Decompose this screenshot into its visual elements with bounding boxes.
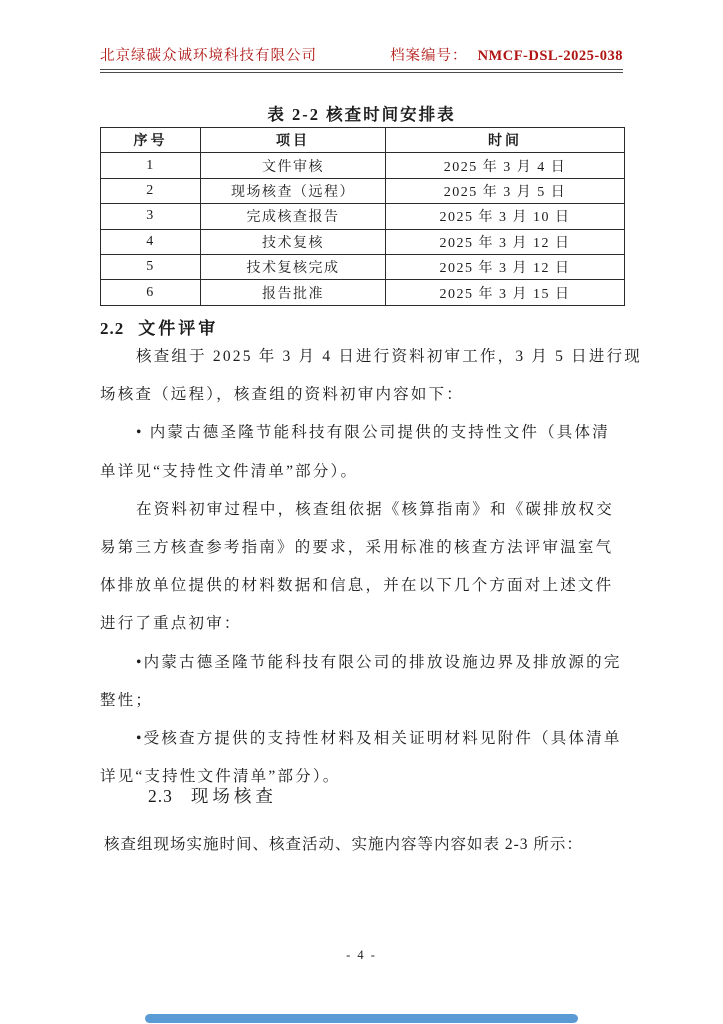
- cell-item: 报告批准: [201, 280, 386, 305]
- cell-index: 6: [101, 280, 201, 305]
- table-row: [101, 204, 625, 229]
- body-line bullet-line: •内蒙古德圣隆节能科技有限公司的排放设施边界及排放源的完: [136, 653, 622, 671]
- cell-item: 现场核查（远程）: [201, 178, 386, 203]
- file-number-group: [390, 44, 623, 65]
- page-header: [100, 44, 623, 65]
- body-line: 核查组于 2025 年 3 月 4 日进行资料初审工作，3 月 5 日进行现: [136, 348, 642, 365]
- verification-schedule-table: [100, 127, 625, 306]
- section-2-2-body: [100, 338, 642, 796]
- cell-item: 文件审核: [201, 153, 386, 178]
- table-header-row: [101, 128, 625, 153]
- header-double-rule: [100, 69, 623, 73]
- col-header-index: 序号: [101, 128, 201, 153]
- section-heading-2-2: [100, 314, 218, 339]
- cell-index: 5: [101, 254, 201, 279]
- body-line: 在资料初审过程中，核查组依据《核算指南》和《碳排放权交: [136, 500, 614, 518]
- page-number: - 4 -: [346, 948, 377, 962]
- company-name: 北京绿碳众诚环境科技有限公司: [100, 48, 317, 64]
- body-line bullet-line: •受核查方提供的支持性材料及相关证明材料见附件（具体清单: [136, 729, 622, 747]
- section-number: 2.2: [100, 319, 125, 338]
- cell-time: 2025 年 3 月 15 日: [386, 280, 625, 305]
- cell-time: 2025 年 3 月 12 日: [386, 254, 625, 279]
- cell-index: 3: [101, 204, 201, 229]
- cell-item: 完成核查报告: [201, 204, 386, 229]
- horizontal-scrollbar-thumb[interactable]: [145, 1014, 578, 1023]
- cell-time: 2025 年 3 月 4 日: [386, 153, 625, 178]
- body-line: 详见“支持性文件清单”部分）。: [100, 768, 341, 786]
- body-line: 整性；: [100, 691, 154, 709]
- cell-index: 1: [101, 153, 201, 178]
- table-row: [101, 229, 625, 254]
- section-heading-2-3: [148, 783, 277, 808]
- col-header-item: 项目: [201, 128, 386, 153]
- file-number-label: 档案编号：: [390, 48, 468, 64]
- cell-time: 2025 年 3 月 5 日: [386, 178, 625, 203]
- section-2-3-intro-line: 核查组现场实施时间、核查活动、实施内容等内容如表 2-3 所示：: [104, 836, 583, 853]
- file-number-value: NMCF-DSL-2025-038: [477, 48, 623, 64]
- cell-index: 4: [101, 229, 201, 254]
- cell-time: 2025 年 3 月 10 日: [386, 204, 625, 229]
- table-title: 表 2-2 核查时间安排表: [267, 105, 456, 124]
- body-line bullet-line: • 内蒙古德圣隆节能科技有限公司提供的支持性文件（具体清: [136, 424, 610, 442]
- body-line: 单详见“支持性文件清单”部分）。: [100, 462, 359, 480]
- table-row: [101, 153, 625, 178]
- table-row: [101, 178, 625, 203]
- table-row: [101, 280, 625, 305]
- body-line: 易第三方核查参考指南》的要求，采用标准的核查方法评审温室气: [100, 538, 614, 556]
- section-title: 文件评审: [138, 319, 219, 338]
- cell-index: 2: [101, 178, 201, 203]
- body-line: 体排放单位提供的材料数据和信息，并在以下几个方面对上述文件: [100, 577, 614, 595]
- section-number: 2.3: [148, 786, 173, 806]
- cell-item: 技术复核完成: [201, 254, 386, 279]
- cell-time: 2025 年 3 月 12 日: [386, 229, 625, 254]
- col-header-time: 时间: [386, 128, 625, 153]
- table-row: [101, 254, 625, 279]
- body-line: 场核查（远程），核查组的资料初审内容如下：: [100, 386, 464, 404]
- cell-item: 技术复核: [201, 229, 386, 254]
- body-line: 进行了重点初审：: [100, 615, 242, 633]
- section-title: 现场核查: [190, 786, 277, 806]
